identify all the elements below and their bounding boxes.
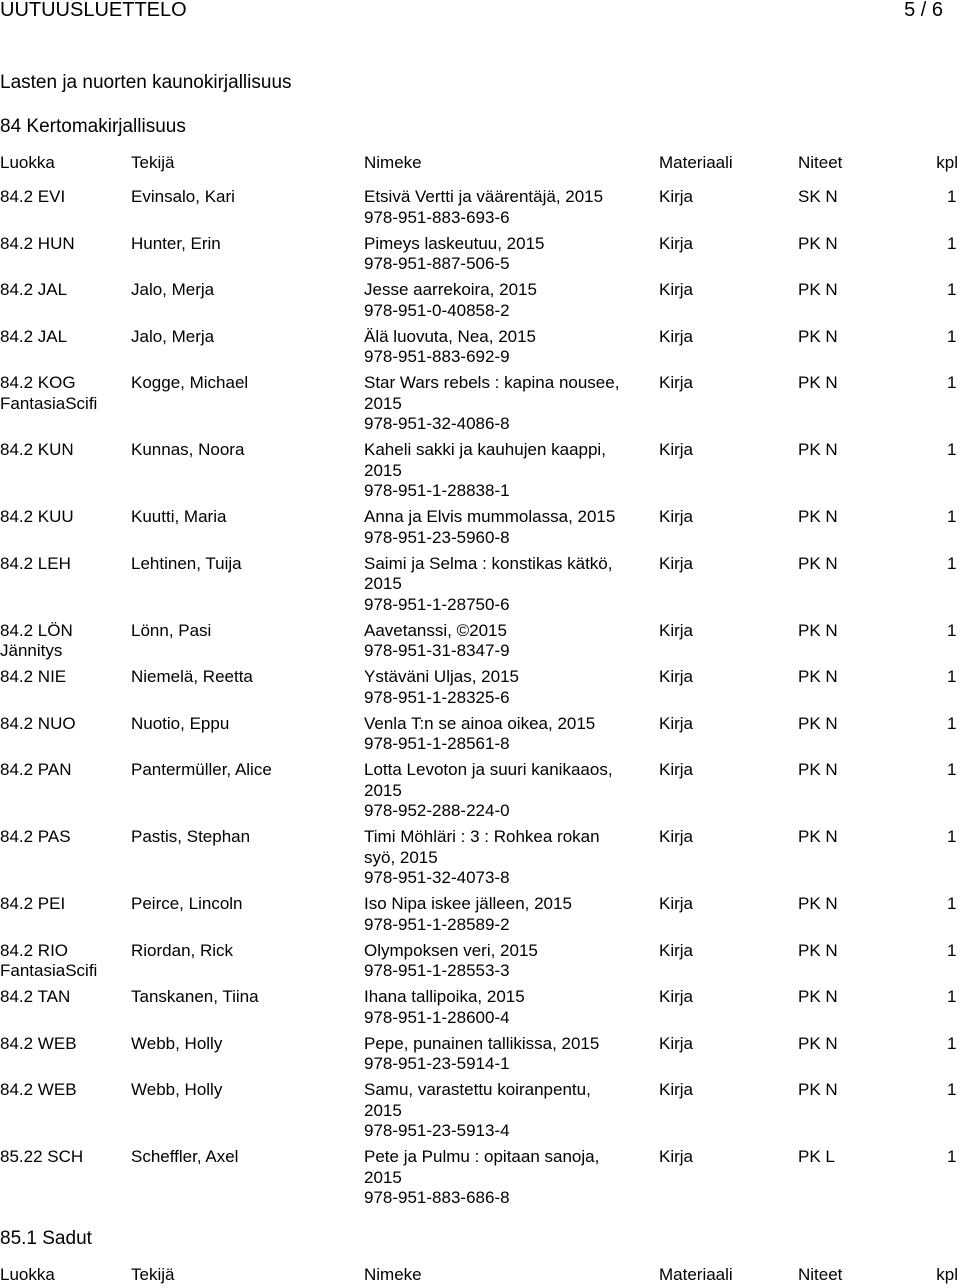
luokka-code: 84.2 LÖN [0, 620, 73, 640]
luokka-code: 84.2 RIO [0, 940, 69, 960]
row-nimeke [364, 327, 649, 368]
title-line: Jesse aarrekoira, 2015 [364, 280, 537, 299]
isbn: 978-951-1-28750-6 [364, 594, 510, 614]
row-kpl: 1 [947, 827, 957, 846]
row-niteet: PK N [798, 280, 838, 299]
row-nimeke [364, 1080, 649, 1142]
col-tekija: Tekijä [131, 1265, 175, 1284]
row-kpl: 1 [947, 553, 957, 573]
luokka-code: 84.2 KUN [0, 440, 74, 459]
isbn: 978-952-288-224-0 [364, 801, 510, 820]
isbn: 978-951-23-5960-8 [364, 527, 510, 547]
col-nimeke: Nimeke [364, 1265, 422, 1284]
isbn: 978-951-23-5913-4 [364, 1121, 510, 1140]
row-kpl: 1 [947, 987, 957, 1006]
row-luokka [0, 554, 125, 575]
row-materiaali: Kirja [659, 827, 694, 846]
isbn: 978-951-1-28553-3 [364, 961, 510, 980]
row-kpl: 1 [947, 326, 957, 346]
row-kpl: 1 [947, 1080, 957, 1099]
row-materiaali: Kirja [659, 507, 694, 526]
isbn: 978-951-32-4086-8 [364, 414, 510, 433]
title-line: Timi Möhläri : 3 : Rohkea rokan [364, 827, 600, 846]
isbn: 978-951-31-8347-9 [364, 641, 510, 660]
luokka-code: 84.2 WEB [0, 1080, 77, 1099]
row-nimeke [364, 894, 649, 935]
col-materiaali: Materiaali [659, 1265, 733, 1284]
row-tekija: Lönn, Pasi [131, 620, 212, 640]
row-luokka [0, 760, 125, 781]
col-kpl: kpl [936, 153, 958, 172]
row-materiaali: Kirja [659, 1080, 694, 1099]
row-tekija: Scheffler, Axel [131, 1147, 239, 1166]
col-luokka: Luokka [0, 1265, 55, 1284]
col-tekija: Tekijä [131, 153, 175, 172]
luokka-code: 84.2 HUN [0, 233, 75, 253]
title-line: 2015 [364, 1100, 402, 1120]
row-niteet: PK L [798, 1147, 835, 1166]
title-line: 2015 [364, 574, 402, 593]
title-line: Ystäväni Uljas, 2015 [364, 667, 519, 686]
title-line: Iso Nipa iskee jälleen, 2015 [364, 894, 572, 913]
row-niteet: PK N [798, 1080, 838, 1099]
row-nimeke [364, 440, 649, 502]
row-tekija: Webb, Holly [131, 1080, 223, 1099]
isbn: 978-951-0-40858-2 [364, 300, 510, 320]
isbn: 978-951-23-5914-1 [364, 1054, 510, 1073]
row-kpl: 1 [947, 233, 957, 253]
luokka-code: 85.22 SCH [0, 1147, 84, 1166]
row-kpl: 1 [947, 507, 957, 526]
title-line: Star Wars rebels : kapina nousee, [364, 373, 620, 392]
row-luokka [0, 440, 125, 461]
title-line: Kaheli sakki ja kauhujen kaappi, [364, 440, 606, 459]
luokka-code: 84.2 KUU [0, 507, 74, 526]
row-tekija: Kunnas, Noora [131, 440, 245, 459]
row-luokka [0, 621, 125, 662]
title-line: Samu, varastettu koiranpentu, [364, 1080, 591, 1099]
row-niteet: PK N [798, 827, 838, 846]
isbn: 978-951-883-692-9 [364, 347, 510, 366]
row-luokka [0, 1147, 125, 1168]
row-luokka [0, 1034, 125, 1055]
luokka-code: 84.2 JAL [0, 280, 68, 299]
row-nimeke [364, 760, 649, 822]
title-line: 2015 [364, 393, 402, 413]
row-nimeke [364, 234, 649, 275]
row-nimeke [364, 621, 649, 662]
row-niteet: PK N [798, 713, 838, 733]
row-tekija: Riordan, Rick [131, 940, 234, 960]
row-niteet: PK N [798, 373, 838, 392]
row-nimeke [364, 1034, 649, 1075]
row-luokka [0, 941, 125, 982]
row-niteet: PK N [798, 326, 838, 346]
col-materiaali: Materiaali [659, 153, 733, 172]
row-materiaali: Kirja [659, 1147, 694, 1166]
row-kpl: 1 [947, 620, 957, 640]
row-kpl: 1 [947, 667, 957, 686]
row-tekija: Jalo, Merja [131, 280, 215, 299]
row-tekija: Lehtinen, Tuija [131, 553, 242, 573]
row-materiaali: Kirja [659, 894, 694, 913]
luokka-code: 84.2 WEB [0, 1033, 77, 1053]
row-nimeke [364, 987, 649, 1028]
row-tekija: Pantermüller, Alice [131, 760, 272, 779]
title-line: 2015 [364, 1167, 402, 1187]
row-materiaali: Kirja [659, 233, 694, 253]
row-niteet: PK N [798, 667, 838, 686]
title-line: Lotta Levoton ja suuri kanikaaos, [364, 760, 613, 779]
subsection-title-2: 85.1 Sadut [0, 1228, 92, 1249]
row-kpl: 1 [947, 1147, 957, 1166]
row-luokka [0, 667, 125, 688]
row-niteet: PK N [798, 1033, 838, 1053]
title-line: Etsivä Vertti ja väärentäjä, 2015 [364, 187, 604, 206]
title-line: Pepe, punainen tallikissa, 2015 [364, 1033, 600, 1053]
row-niteet: PK N [798, 940, 838, 960]
luokka-code: 84.2 PAS [0, 827, 71, 846]
row-materiaali: Kirja [659, 440, 694, 459]
row-nimeke [364, 280, 649, 321]
luokka-code: 84.2 NUO [0, 713, 76, 733]
row-kpl: 1 [947, 187, 957, 206]
row-kpl: 1 [947, 894, 957, 913]
col-luokka: Luokka [0, 153, 55, 172]
row-niteet: PK N [798, 620, 838, 640]
row-kpl: 1 [947, 940, 957, 960]
row-kpl: 1 [947, 440, 957, 459]
row-nimeke [364, 667, 649, 708]
row-luokka [0, 714, 125, 735]
isbn: 978-951-1-28325-6 [364, 687, 510, 707]
row-materiaali: Kirja [659, 713, 694, 733]
row-kpl: 1 [947, 373, 957, 392]
row-nimeke [364, 714, 649, 755]
title-line: 2015 [364, 460, 402, 480]
row-tekija: Nuotio, Eppu [131, 713, 230, 733]
title-line: 2015 [364, 780, 402, 800]
luokka-code: 84.2 JAL [0, 326, 68, 346]
row-nimeke [364, 373, 649, 435]
row-materiaali: Kirja [659, 667, 694, 686]
luokka-genre: FantasiaScifi [0, 961, 98, 980]
title-line: Pete ja Pulmu : opitaan sanoja, [364, 1147, 600, 1166]
isbn: 978-951-1-28589-2 [364, 914, 510, 934]
title-line: Ihana tallipoika, 2015 [364, 987, 525, 1006]
row-nimeke [364, 187, 649, 228]
row-kpl: 1 [947, 280, 957, 299]
row-niteet: SK N [798, 187, 838, 206]
luokka-code: 84.2 PEI [0, 894, 66, 913]
row-niteet: PK N [798, 440, 838, 459]
col-niteet: Niteet [798, 1265, 843, 1284]
row-tekija: Kogge, Michael [131, 373, 249, 392]
row-tekija: Webb, Holly [131, 1033, 223, 1053]
row-nimeke [364, 1147, 649, 1209]
luokka-code: 84.2 EVI [0, 187, 66, 206]
row-niteet: PK N [798, 987, 838, 1006]
row-kpl: 1 [947, 713, 957, 733]
row-tekija: Jalo, Merja [131, 326, 215, 346]
luokka-code: 84.2 PAN [0, 760, 72, 779]
document-title: UUTUUSLUETTELO [0, 0, 187, 21]
row-materiaali: Kirja [659, 326, 694, 346]
luokka-code: 84.2 NIE [0, 667, 67, 686]
isbn: 978-951-1-28838-1 [364, 481, 510, 500]
row-tekija: Niemelä, Reetta [131, 667, 253, 686]
row-luokka [0, 327, 125, 348]
col-nimeke: Nimeke [364, 153, 422, 172]
page-number: 5 / 6 [904, 0, 943, 21]
column-header-row [0, 153, 960, 175]
row-materiaali: Kirja [659, 187, 694, 206]
row-materiaali: Kirja [659, 373, 694, 392]
row-tekija: Evinsalo, Kari [131, 187, 235, 206]
isbn: 978-951-1-28600-4 [364, 1007, 510, 1027]
row-materiaali: Kirja [659, 987, 694, 1006]
row-niteet: PK N [798, 233, 838, 253]
row-tekija: Peirce, Lincoln [131, 894, 243, 913]
row-luokka [0, 507, 125, 528]
isbn: 978-951-883-686-8 [364, 1188, 510, 1207]
row-luokka [0, 827, 125, 848]
row-luokka [0, 894, 125, 915]
isbn: 978-951-883-693-6 [364, 207, 510, 227]
row-luokka [0, 373, 125, 414]
row-materiaali: Kirja [659, 940, 694, 960]
luokka-genre: FantasiaScifi [0, 393, 98, 413]
row-nimeke [364, 554, 649, 616]
col-kpl: kpl [936, 1265, 958, 1284]
col-niteet: Niteet [798, 153, 843, 172]
subsection-title: 84 Kertomakirjallisuus [0, 116, 186, 137]
luokka-genre: Jännitys [0, 641, 63, 660]
row-luokka [0, 187, 125, 208]
title-line: Pimeys laskeutuu, 2015 [364, 233, 545, 253]
title-line: Venla T:n se ainoa oikea, 2015 [364, 713, 596, 733]
row-luokka [0, 234, 125, 255]
row-kpl: 1 [947, 760, 957, 779]
row-luokka [0, 1080, 125, 1101]
row-luokka [0, 280, 125, 301]
luokka-code: 84.2 KOG [0, 373, 76, 392]
row-niteet: PK N [798, 894, 838, 913]
title-line: Älä luovuta, Nea, 2015 [364, 326, 537, 346]
row-materiaali: Kirja [659, 620, 694, 640]
row-tekija: Kuutti, Maria [131, 507, 227, 526]
row-materiaali: Kirja [659, 760, 694, 779]
row-tekija: Tanskanen, Tiina [131, 987, 259, 1006]
title-line: Olympoksen veri, 2015 [364, 940, 538, 960]
section-title: Lasten ja nuorten kaunokirjallisuus [0, 72, 292, 93]
title-line: Anna ja Elvis mummolassa, 2015 [364, 507, 616, 526]
title-line: Saimi ja Selma : konstikas kätkö, [364, 553, 613, 573]
isbn: 978-951-1-28561-8 [364, 734, 510, 753]
title-line: syö, 2015 [364, 847, 438, 867]
luokka-code: 84.2 TAN [0, 987, 71, 1006]
isbn: 978-951-32-4073-8 [364, 868, 510, 887]
column-header-row-2 [0, 1265, 960, 1287]
row-niteet: PK N [798, 507, 838, 526]
row-niteet: PK N [798, 553, 838, 573]
row-tekija: Hunter, Erin [131, 233, 221, 253]
row-materiaali: Kirja [659, 553, 694, 573]
row-materiaali: Kirja [659, 1033, 694, 1053]
title-line: Aavetanssi, ©2015 [364, 620, 507, 640]
row-niteet: PK N [798, 760, 838, 779]
row-tekija: Pastis, Stephan [131, 827, 251, 846]
row-nimeke [364, 941, 649, 982]
row-kpl: 1 [947, 1033, 957, 1053]
row-luokka [0, 987, 125, 1008]
isbn: 978-951-887-506-5 [364, 254, 510, 273]
row-materiaali: Kirja [659, 280, 694, 299]
row-nimeke [364, 507, 649, 548]
luokka-code: 84.2 LEH [0, 553, 71, 573]
row-nimeke [364, 827, 649, 889]
